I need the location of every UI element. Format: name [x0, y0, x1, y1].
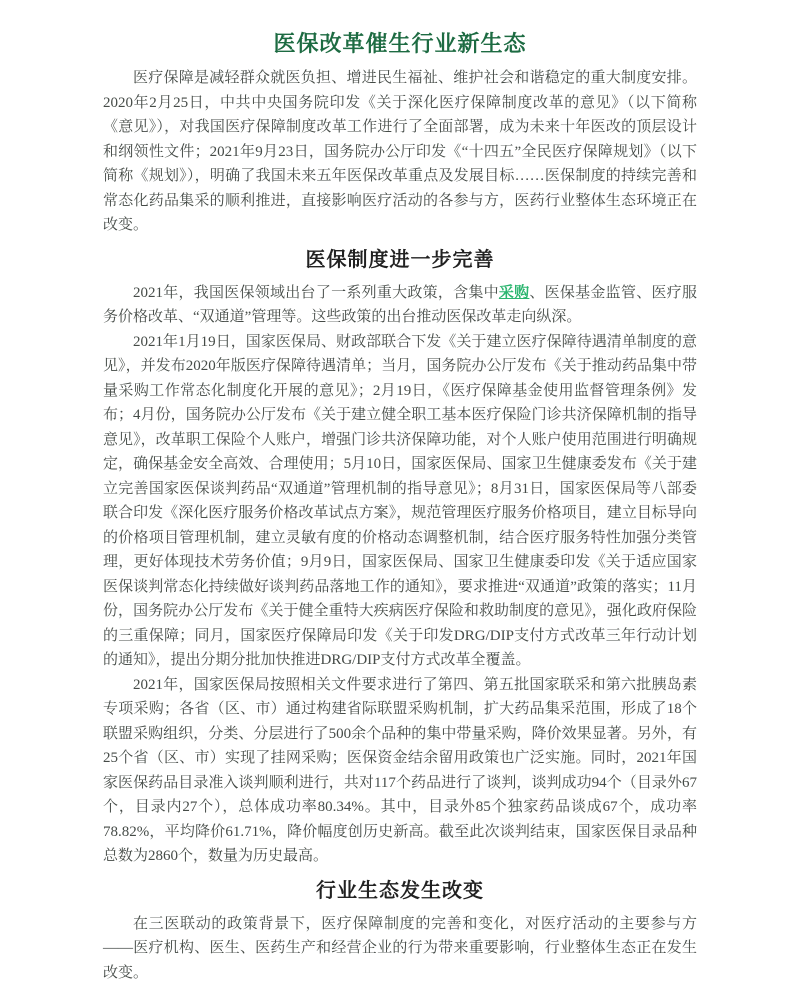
paragraph-policy-text-before: 2021年，我国医保领域出台了一系列重大政策，含集中 — [133, 285, 499, 301]
procurement-link[interactable]: 采购 — [499, 285, 530, 301]
section-heading-industry-ecology: 行业生态发生改变 — [103, 878, 697, 904]
paragraph-intro: 医疗保障是减轻群众就医负担、增进民生福祉、维护社会和谐稳定的重大制度安排。2020年2月25日，中共中央国务院印发《关于深化医疗保障制度改革的意见》（以下简称《意见》），对我国医疗保障制度改革工作进行了全面部署，成为未来十年医改的顶层设计和纲领性文件；2021年9月23日，国务院办公厅印发《“十四五”全民医疗保障规划》（以下简称《规划》），明确了我国未来五年医保改革重点及发展目标……医保制度的持续完善和常态化药品集采的顺利推进，直接影响医疗活动的各参与方，医药行业整体生态环境正在改变。 — [103, 66, 697, 238]
paragraph-policy-text-after: 、医保基金监管、医疗服务价格改革、“双通道”管理等。这些政策的出台推动医保改革走向纵深。 — [103, 285, 697, 326]
paragraph-industry-ecology: 在三医联动的政策背景下，医疗保障制度的完善和变化，对医疗活动的主要参与方——医疗机构、医生、医药生产和经营企业的行为带来重要影响，行业整体生态正在发生改变。 — [103, 912, 697, 985]
document-title: 医保改革催生行业新生态 — [103, 30, 697, 58]
paragraph-policy-overview — [103, 281, 697, 330]
paragraph-policy-timeline: 2021年1月19日，国家医保局、财政部联合下发《关于建立医疗保障待遇清单制度的意见》，并发布2020年版医疗保障待遇清单；当月，国务院办公厅发布《关于推动药品集中带量采购工作常态化制度化开展的意见》；2月19日，《医疗保障基金使用监督管理条例》发布；4月份，国务院办公厅发布《关于建立健全职工基本医疗保险门诊共济保障机制的指导意见》，改革职工保险个人账户，增强门诊共济保障功能，对个人账户使用范围进行明确规定，确保基金安全高效、合理使用；5月10日，国家医保局、国家卫生健康委发布《关于建立完善国家医保谈判药品“双通道”管理机制的指导意见》；8月31日，国家医保局等八部委联合印发《深化医疗服务价格改革试点方案》，规范管理医疗服务价格项目，建立目标导向的价格项目管理机制，建立灵敏有度的价格动态调整机制，结合医疗服务特性加强分类管理，更好体现技术劳务价值；9月9日，国家医保局、国家卫生健康委印发《关于适应国家医保谈判常态化持续做好谈判药品落地工作的通知》，要求推进“双通道”政策的落实；11月份，国务院办公厅发布《关于健全重特大疾病医疗保险和救助制度的意见》，强化政府保险的三重保障；同月，国家医疗保障局印发《关于印发DRG/DIP支付方式改革三年行动计划的通知》，提出分期分批加快推进DRG/DIP支付方式改革全覆盖。 — [103, 330, 697, 673]
section-heading-medical-insurance-system: 医保制度进一步完善 — [103, 247, 697, 273]
paragraph-procurement-results: 2021年，国家医保局按照相关文件要求进行了第四、第五批国家联采和第六批胰岛素专项采购；各省（区、市）通过构建省际联盟采购机制，扩大药品集采范围，形成了18个联盟采购组织，分类、分层进行了500余个品种的集中带量采购，降价效果显著。另外，有25个省（区、市）实现了挂网采购；医保资金结余留用政策也广泛实施。同时，2021年国家医保药品目录准入谈判顺利进行，共对117个药品进行了谈判，谈判成功94个（目录外67个，目录内27个），总体成功率80.34%。其中，目录外85个独家药品谈成67个，成功率78.82%，平均降价61.71%，降价幅度创历史新高。截至此次谈判结束，国家医保目录品种总数为2860个，数量为历史最高。 — [103, 673, 697, 869]
